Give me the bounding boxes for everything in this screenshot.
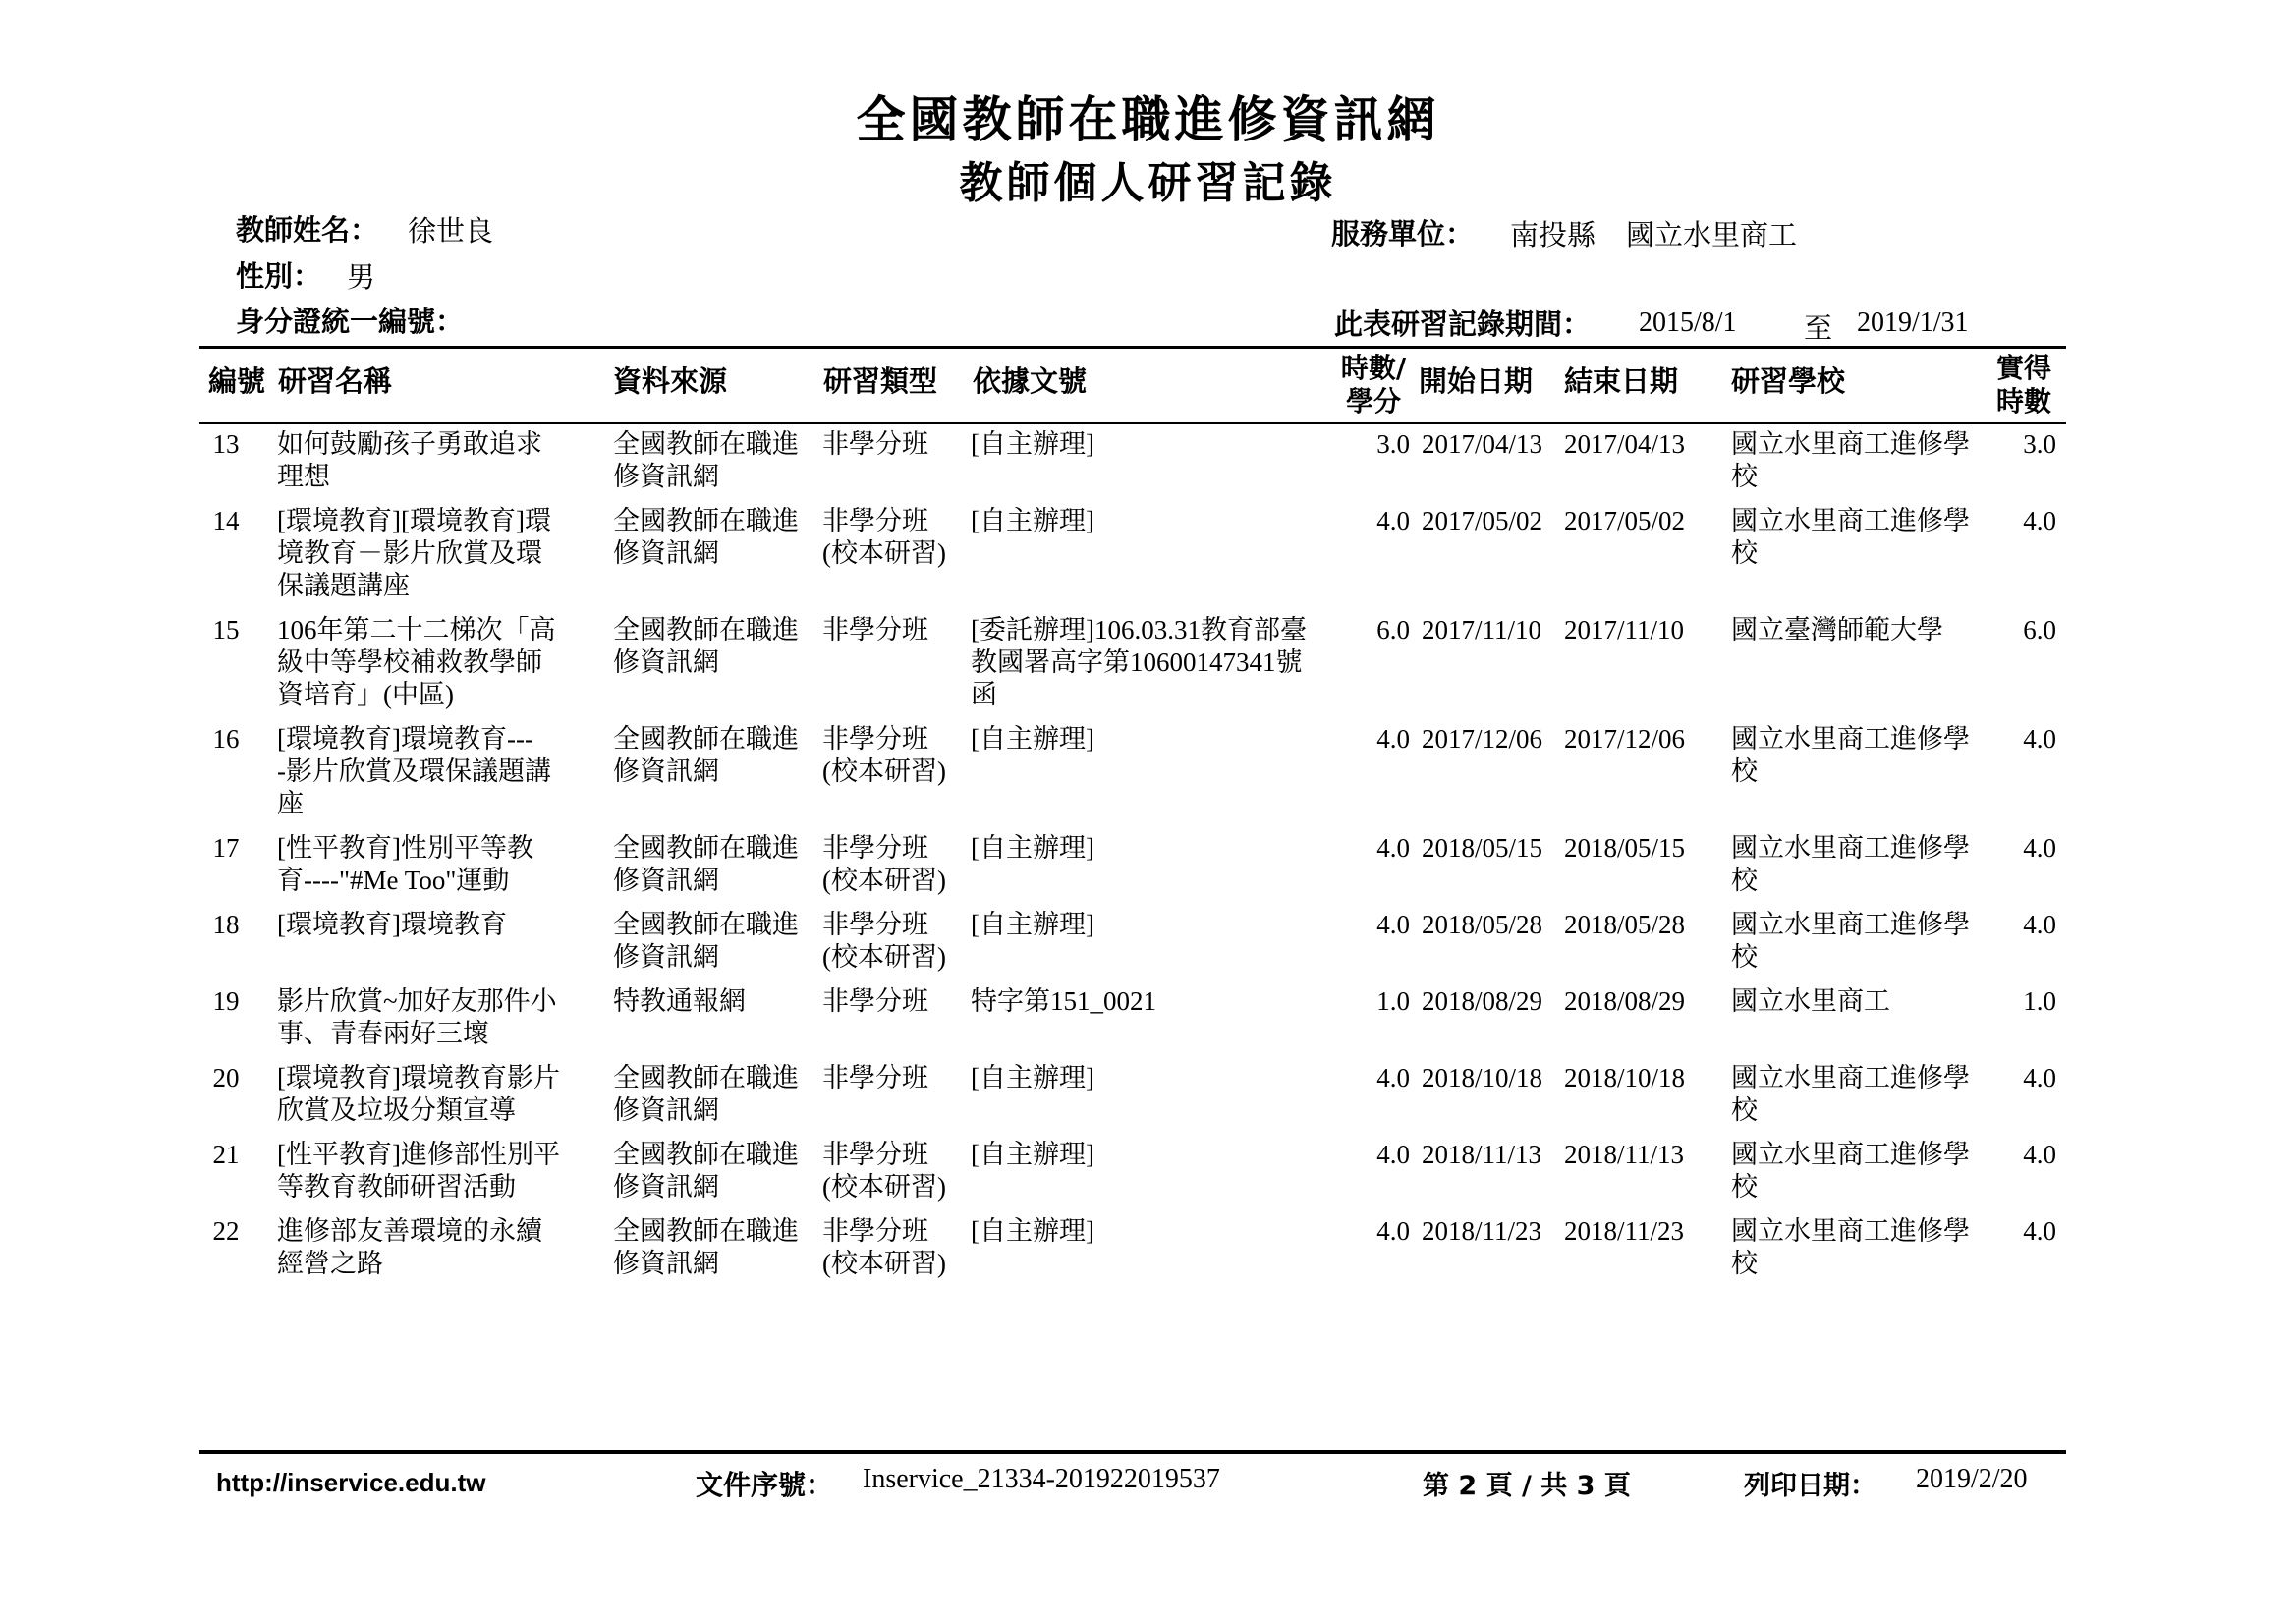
reference-number: [自主辦理] — [971, 1140, 1094, 1169]
col-header-end: 結束日期 — [1564, 364, 1679, 398]
course-name: [環境教育]環境教育 — [277, 910, 507, 939]
table-row — [0, 505, 2296, 614]
course-type: 非學分班 (校本研習) — [822, 724, 946, 786]
course-name: [性平教育]性別平等教 育----"#Me Too"運動 — [277, 833, 533, 895]
start-date: 2017/05/02 — [1422, 506, 1543, 535]
end-date: 2018/05/15 — [1564, 833, 1686, 863]
hours-credits: 4.0 — [1376, 833, 1410, 863]
end-date: 2018/10/18 — [1564, 1063, 1686, 1092]
reference-number: [自主辦理] — [971, 429, 1094, 459]
end-date: 2018/11/23 — [1564, 1216, 1685, 1246]
reference-number: [自主辦理] — [971, 1063, 1094, 1092]
end-date: 2018/08/29 — [1564, 986, 1686, 1016]
col-header-ref: 依據文號 — [973, 364, 1088, 398]
reference-number: [委託辦理]106.03.31教育部臺 教國署高字第10600147341號 函 — [971, 615, 1307, 709]
start-date: 2018/05/15 — [1422, 833, 1543, 863]
start-date: 2018/11/13 — [1422, 1140, 1542, 1169]
report-subtitle: 教師個人研習記錄 — [959, 158, 1337, 208]
course-type: 非學分班 (校本研習) — [822, 833, 946, 895]
reference-number: [自主辦理] — [971, 724, 1094, 754]
reference-number: [自主辦理] — [971, 910, 1094, 939]
row-index: 18 — [212, 910, 240, 939]
hours-credits: 4.0 — [1376, 1140, 1410, 1169]
table-header-rule — [199, 422, 2066, 424]
start-date: 2017/04/13 — [1422, 429, 1543, 459]
course-type: 非學分班 — [822, 429, 928, 459]
col-header-type: 研習類型 — [823, 364, 938, 398]
start-date: 2017/12/06 — [1422, 724, 1543, 754]
course-name: [環境教育]環境教育--- -影片欣賞及環保議題講 座 — [277, 724, 551, 818]
table-row — [0, 614, 2296, 723]
footer-url: http://inservice.edu.tw — [216, 1468, 486, 1497]
footer-serial: Inservice_21334-201922019537 — [863, 1464, 1220, 1494]
table-row — [0, 1139, 2296, 1215]
actual-hours: 6.0 — [2023, 615, 2056, 644]
course-name: [環境教育][環境教育]環 境教育－影片欣賞及環 保議題講座 — [277, 506, 551, 600]
actual-hours: 4.0 — [2023, 724, 2056, 754]
col-header-source: 資料來源 — [613, 364, 728, 398]
course-type: 非學分班 (校本研習) — [822, 1216, 946, 1278]
table-row — [0, 723, 2296, 832]
row-index: 15 — [212, 615, 240, 644]
col-header-hours — [1334, 352, 1413, 419]
host-school: 國立水里商工 — [1731, 986, 1890, 1016]
host-school: 國立水里商工進修學 校 — [1731, 1216, 1970, 1278]
teacher-name: 徐世良 — [408, 214, 494, 248]
reference-number: [自主辦理] — [971, 1216, 1094, 1246]
end-date: 2017/04/13 — [1564, 429, 1686, 459]
col-header-school: 研習學校 — [1731, 364, 1846, 398]
data-source: 全國教師在職進 修資訊網 — [613, 833, 799, 895]
host-school: 國立水里商工進修學 校 — [1731, 724, 1970, 786]
table-row — [0, 909, 2296, 985]
actual-hours: 3.0 — [2023, 429, 2056, 459]
course-type: 非學分班 — [822, 1063, 928, 1092]
start-date: 2018/08/29 — [1422, 986, 1543, 1016]
hours-credits: 4.0 — [1376, 724, 1410, 754]
gender-label: 性別： — [236, 259, 322, 293]
hours-credits: 4.0 — [1376, 1063, 1410, 1092]
period-start: 2015/8/1 — [1639, 308, 1737, 338]
host-school: 國立臺灣師範大學 — [1731, 615, 1943, 644]
row-index: 16 — [212, 724, 240, 754]
col-header-idx: 編號 — [208, 364, 266, 398]
course-type: 非學分班 (校本研習) — [822, 1140, 946, 1202]
hours-credits: 4.0 — [1376, 910, 1410, 939]
col-header-actual-line2: 時數 — [1995, 385, 2051, 418]
host-school: 國立水里商工進修學 校 — [1731, 833, 1970, 895]
end-date: 2017/05/02 — [1564, 506, 1686, 535]
course-name: [環境教育]環境教育影片 欣賞及垃圾分類宣導 — [277, 1063, 560, 1125]
data-source: 全國教師在職進 修資訊網 — [613, 910, 799, 972]
actual-hours: 4.0 — [2023, 1216, 2056, 1246]
row-index: 17 — [212, 833, 240, 863]
reference-number: [自主辦理] — [971, 833, 1094, 863]
period-end: 2019/1/31 — [1857, 308, 1969, 338]
data-source: 全國教師在職進 修資訊網 — [613, 724, 799, 786]
col-header-start: 開始日期 — [1419, 364, 1534, 398]
row-index: 14 — [212, 506, 240, 535]
actual-hours: 4.0 — [2023, 910, 2056, 939]
footer-page-number: 第 2 頁 / 共 3 頁 — [1423, 1471, 1631, 1501]
course-name: 如何鼓勵孩子勇敢追求 理想 — [277, 429, 542, 491]
course-name: 進修部友善環境的永續 經營之路 — [277, 1216, 542, 1278]
course-name: [性平教育]進修部性別平 等教育教師研習活動 — [277, 1140, 560, 1202]
footer-print-date: 2019/2/20 — [1916, 1464, 2028, 1494]
records-table-body — [0, 428, 2296, 1292]
report-title: 全國教師在職進修資訊網 — [856, 90, 1440, 148]
data-source: 全國教師在職進 修資訊網 — [613, 429, 799, 491]
footer-serial-label: 文件序號： — [696, 1469, 834, 1501]
start-date: 2017/11/10 — [1422, 615, 1542, 644]
host-school: 國立水里商工進修學 校 — [1731, 1063, 1970, 1125]
data-source: 全國教師在職進 修資訊網 — [613, 1140, 799, 1202]
host-school: 國立水里商工進修學 校 — [1731, 429, 1970, 491]
end-date: 2017/11/10 — [1564, 615, 1685, 644]
data-source: 特教通報網 — [613, 986, 746, 1016]
end-date: 2018/05/28 — [1564, 910, 1686, 939]
table-top-rule — [199, 346, 2066, 349]
actual-hours: 4.0 — [2023, 833, 2056, 863]
data-source: 全國教師在職進 修資訊網 — [613, 506, 799, 568]
course-type: 非學分班 (校本研習) — [822, 506, 946, 568]
footer-print-date-label: 列印日期： — [1744, 1471, 1876, 1501]
hours-credits: 3.0 — [1376, 429, 1410, 459]
row-index: 22 — [212, 1216, 240, 1246]
row-index: 21 — [212, 1140, 240, 1169]
reference-number: 特字第151_0021 — [971, 986, 1156, 1016]
period-to: 至 — [1804, 311, 1833, 345]
unit-label: 服務單位： — [1331, 217, 1475, 251]
row-index: 19 — [212, 986, 240, 1016]
table-row — [0, 428, 2296, 505]
period-label: 此表研習記錄期間： — [1334, 308, 1592, 341]
actual-hours: 4.0 — [2023, 1063, 2056, 1092]
host-school: 國立水里商工進修學 校 — [1731, 1140, 1970, 1202]
hours-credits: 4.0 — [1376, 1216, 1410, 1246]
end-date: 2017/12/06 — [1564, 724, 1686, 754]
unit-school: 國立水里商工 — [1626, 218, 1798, 252]
host-school: 國立水里商工進修學 校 — [1731, 506, 1970, 568]
col-header-actual-line1: 實得 — [1995, 352, 2051, 384]
actual-hours: 1.0 — [2023, 986, 2056, 1016]
end-date: 2018/11/13 — [1564, 1140, 1685, 1169]
actual-hours: 4.0 — [2023, 506, 2056, 535]
course-type: 非學分班 — [822, 986, 928, 1016]
row-index: 13 — [212, 429, 240, 459]
data-source: 全國教師在職進 修資訊網 — [613, 1063, 799, 1125]
col-header-hours-line1: 時數/ — [1340, 352, 1407, 384]
course-type: 非學分班 — [822, 615, 928, 644]
footer-rule — [199, 1450, 2066, 1454]
table-row — [0, 985, 2296, 1062]
hours-credits: 4.0 — [1376, 506, 1410, 535]
start-date: 2018/05/28 — [1422, 910, 1543, 939]
course-name: 106年第二十二梯次「高 級中等學校補救教學師 資培育」(中區) — [277, 615, 556, 709]
start-date: 2018/11/23 — [1422, 1216, 1542, 1246]
col-header-name: 研習名稱 — [278, 364, 393, 398]
col-header-actual — [1989, 352, 2058, 419]
hours-credits: 1.0 — [1376, 986, 1410, 1016]
unit-county: 南投縣 — [1510, 218, 1596, 252]
id-number-label: 身分證統一編號： — [236, 305, 465, 338]
data-source: 全國教師在職進 修資訊網 — [613, 615, 799, 677]
teacher-name-label: 教師姓名： — [236, 213, 379, 247]
data-source: 全國教師在職進 修資訊網 — [613, 1216, 799, 1278]
reference-number: [自主辦理] — [971, 506, 1094, 535]
host-school: 國立水里商工進修學 校 — [1731, 910, 1970, 972]
actual-hours: 4.0 — [2023, 1140, 2056, 1169]
table-row — [0, 1062, 2296, 1139]
row-index: 20 — [212, 1063, 240, 1092]
course-type: 非學分班 (校本研習) — [822, 910, 946, 972]
table-row — [0, 832, 2296, 909]
course-name: 影片欣賞~加好友那件小 事、青春兩好三壞 — [277, 986, 557, 1048]
hours-credits: 6.0 — [1376, 615, 1410, 644]
start-date: 2018/10/18 — [1422, 1063, 1543, 1092]
table-row — [0, 1215, 2296, 1292]
gender-value: 男 — [347, 260, 376, 294]
col-header-hours-line2: 學分 — [1345, 385, 1401, 418]
